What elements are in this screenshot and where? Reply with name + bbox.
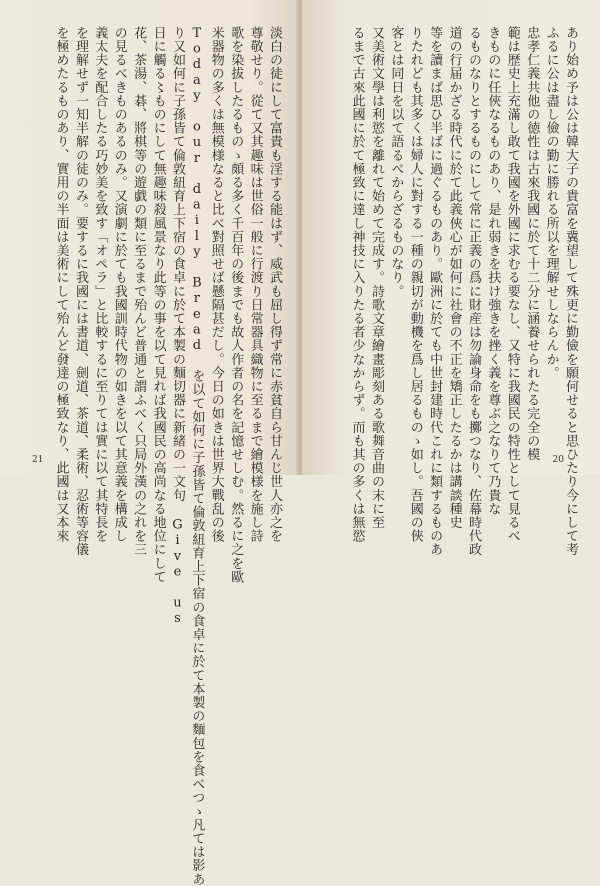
- text-line: るものなりとするものにして常に正義の爲に財産は勿論身命をも擲つなり、佐幕時代政: [465, 26, 481, 557]
- text-line: ふるに公は盡し儉の勤に勝れる所以を理解せしならんか。: [543, 26, 559, 380]
- text-line: 義太夫を配合したる巧妙美を致す「オペラ」と比較するに至りては實に以て其特長を: [92, 26, 108, 543]
- text-line: Today our daily Bread を以て如何に子孫皆て倫敦紐育上下宿の食卓に於て本製の麵包を食べつゝ凡ては影あ: [189, 26, 205, 886]
- right-page: [302, 0, 600, 557]
- left-page-text-column: [51, 26, 284, 886]
- text-line: 客とは同日を以て語るべからざるものなり。: [388, 26, 404, 298]
- text-line: り又如何に子孫皆て倫敦紐育上下宿の食卓に於て本製の麵切器に新緒の一文句 Give us: [169, 26, 185, 627]
- text-line: を極めたるものあり、實用の半面は美術にして殆んど發達の極致なり、此國は又本來: [53, 26, 69, 543]
- text-line: を理解せず一知半解の徒のみ。要するに我國には書道、劍道、茶道、柔術、忍術等容儀: [72, 26, 88, 557]
- text-line: 等を讀まば思ひ半ばに過ぐるものあり。歐洲に於ても中世封建時代これに類するものあ: [427, 26, 443, 557]
- text-line: 歌を染拔したるものゝ頗る多く千百年の後までも故人作者の名を記憶せしむ。然るに之を歐: [228, 26, 244, 584]
- text-line: 忠孝仁義共他の徳性は古來我國に於て十二分に涵養せられたる完全の模: [524, 26, 540, 462]
- text-line: りたれども其多くは婦人に對する一種の親切が動機を爲し居るものゝ如し。吾國の俠: [407, 26, 423, 543]
- text-line: るまで古來此國に於て極致に達し神技に入りたる者少なからず。而も其の多くは無慾: [349, 26, 365, 543]
- text-line: 範は歴史上充滿し敢て我國を外國に求むる要なし、又特に我國民の特性として見るべ: [504, 26, 520, 543]
- text-line: 道の行届かざる時代に於て此義俠心が如何に社會の不正を矯正したるかは講談種史: [446, 26, 462, 530]
- left-page-number: 21: [32, 455, 44, 465]
- text-line: 又美術文學は利慾を離れて始めて完成す。詩歌文章繪畫彫刻ある歌舞音曲の末に至: [368, 26, 384, 530]
- text-line: きものに任俠なるものあり、是れ弱きを扶け強きを挫く義を尊ぶ之なりて乃貴な: [485, 26, 501, 516]
- text-line: 尊敬せり。從て又其趣味は世俗一般に行渡り日常器具織物に至るまで繪模様を施し詩: [247, 26, 263, 543]
- right-page-number: 20: [552, 455, 564, 465]
- left-page: [0, 0, 298, 886]
- text-line: あり始め予は公は韓大子の貴富を冀望して殊更に勤儉を願何せると思ひたり今にして考: [563, 26, 578, 557]
- text-line: の見るべきものあるのみ。又演劇に於ても我國訓時代物の如きを以て其意義を構成し: [111, 26, 127, 543]
- text-line: 日に觸る〻ものにして無趣味殺風景なり此等の事を以て見れば我國民の高尚なる地位にして: [150, 26, 166, 584]
- text-line: 花、茶湯、碁、將棋等の遊戯の類に至るまで殆んど普通と謂ふべく只局外漢の之れを三: [131, 26, 147, 557]
- text-line: 淡白の徒にして富貴も淫する能はず、威武も屈し得ず常に赤貧自ら甘んじ世人亦之を: [267, 26, 282, 543]
- text-line: 米器物の多くは無模様なると比べ對照せば懸隔甚だし。今日の如きは世界大戰乱の後: [208, 26, 224, 543]
